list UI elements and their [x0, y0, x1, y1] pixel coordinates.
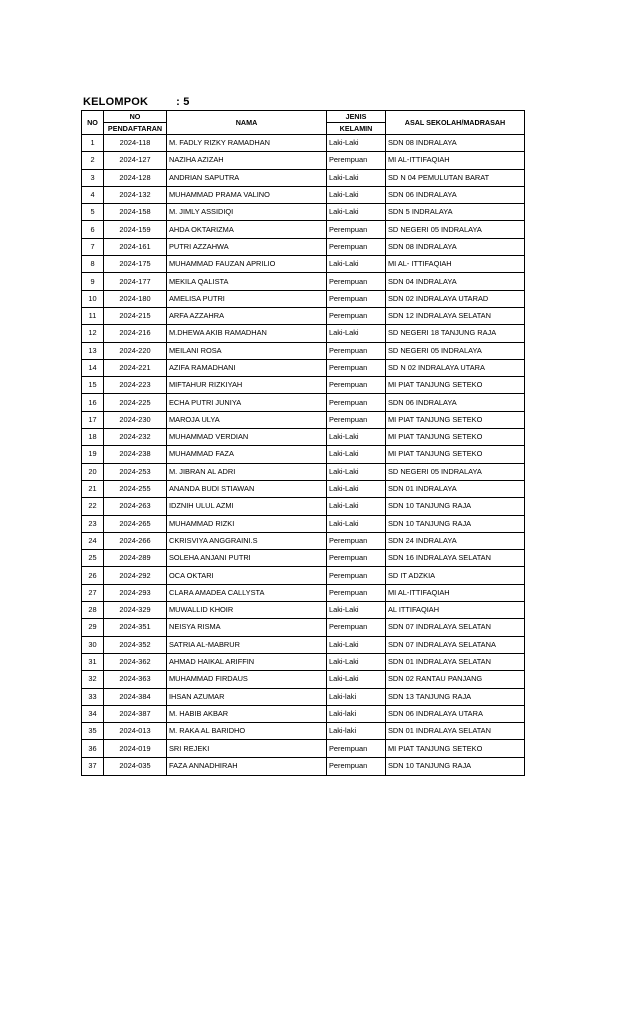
registration-number-cell: 2024-177	[104, 273, 167, 290]
student-name-cell: M. HABIB AKBAR	[167, 705, 327, 722]
table-body	[82, 135, 525, 776]
row-number-cell: 21	[82, 480, 104, 497]
table-row	[82, 238, 525, 255]
school-origin-cell: MI PIAT TANJUNG SETEKO	[386, 740, 525, 757]
student-name-cell: OCA OKTARI	[167, 567, 327, 584]
registration-number-cell: 2024-329	[104, 602, 167, 619]
table-row	[82, 515, 525, 532]
school-origin-cell: SDN 04 INDRALAYA	[386, 273, 525, 290]
student-name-cell: ECHA PUTRI JUNIYA	[167, 394, 327, 411]
registration-number-cell: 2024-013	[104, 723, 167, 740]
student-name-cell: M.DHEWA AKIB RAMADHAN	[167, 325, 327, 342]
school-origin-cell: SDN 16 INDRALAYA SELATAN	[386, 550, 525, 567]
gender-cell: Perempuan	[327, 377, 386, 394]
student-name-cell: M. JIMLY ASSIDIQI	[167, 204, 327, 221]
gender-cell: Laki-Laki	[327, 480, 386, 497]
registration-number-cell: 2024-230	[104, 411, 167, 428]
student-name-cell: MUHAMMAD FIRDAUS	[167, 671, 327, 688]
gender-cell: Laki-Laki	[327, 204, 386, 221]
table-row	[82, 411, 525, 428]
registration-number-cell: 2024-175	[104, 256, 167, 273]
registration-number-cell: 2024-266	[104, 532, 167, 549]
table-row	[82, 307, 525, 324]
registration-number-cell: 2024-215	[104, 307, 167, 324]
student-name-cell: AHMAD HAIKAL ARIFFIN	[167, 653, 327, 670]
gender-cell: Laki-Laki	[327, 325, 386, 342]
row-number-cell: 17	[82, 411, 104, 428]
group-label: KELOMPOK	[83, 96, 149, 108]
row-number-cell: 18	[82, 429, 104, 446]
registration-number-cell: 2024-128	[104, 169, 167, 186]
gender-cell: Perempuan	[327, 532, 386, 549]
row-number-cell: 36	[82, 740, 104, 757]
school-origin-cell: MI PIAT TANJUNG SETEKO	[386, 377, 525, 394]
table-row	[82, 446, 525, 463]
row-number-cell: 3	[82, 169, 104, 186]
header-registration-bottom: PENDAFTARAN	[104, 123, 167, 135]
student-name-cell: CLARA AMADEA CALLYSTA	[167, 584, 327, 601]
table-row	[82, 688, 525, 705]
registration-number-cell: 2024-289	[104, 550, 167, 567]
table-row	[82, 550, 525, 567]
registration-number-cell: 2024-352	[104, 636, 167, 653]
table-row	[82, 377, 525, 394]
school-origin-cell: SDN 5 INDRALAYA	[386, 204, 525, 221]
student-name-cell: MEILANI ROSA	[167, 342, 327, 359]
row-number-cell: 14	[82, 359, 104, 376]
school-origin-cell: MI PIAT TANJUNG SETEKO	[386, 446, 525, 463]
row-number-cell: 26	[82, 567, 104, 584]
row-number-cell: 27	[82, 584, 104, 601]
registration-number-cell: 2024-265	[104, 515, 167, 532]
gender-cell: Laki-laki	[327, 705, 386, 722]
student-name-cell: NEISYA RISMA	[167, 619, 327, 636]
row-number-cell: 22	[82, 498, 104, 515]
registration-number-cell: 2024-225	[104, 394, 167, 411]
school-origin-cell: SDN 07 INDRALAYA SELATANA	[386, 636, 525, 653]
table-row	[82, 342, 525, 359]
registration-number-cell: 2024-363	[104, 671, 167, 688]
table-row	[82, 619, 525, 636]
row-number-cell: 10	[82, 290, 104, 307]
school-origin-cell: SDN 01 INDRALAYA	[386, 480, 525, 497]
school-origin-cell: SDN 06 INDRALAYA UTARA	[386, 705, 525, 722]
student-name-cell: MUHAMMAD FAUZAN APRILIO	[167, 256, 327, 273]
gender-cell: Perempuan	[327, 221, 386, 238]
gender-cell: Laki-Laki	[327, 135, 386, 152]
gender-cell: Perempuan	[327, 567, 386, 584]
table-row	[82, 602, 525, 619]
gender-cell: Perempuan	[327, 307, 386, 324]
row-number-cell: 29	[82, 619, 104, 636]
school-origin-cell: SD NEGERI 05 INDRALAYA	[386, 221, 525, 238]
gender-cell: Laki-laki	[327, 723, 386, 740]
student-name-cell: MUHAMMAD PRAMA VALINO	[167, 186, 327, 203]
row-number-cell: 33	[82, 688, 104, 705]
table-row	[82, 723, 525, 740]
gender-cell: Laki-Laki	[327, 256, 386, 273]
registration-number-cell: 2024-238	[104, 446, 167, 463]
registration-number-cell: 2024-384	[104, 688, 167, 705]
row-number-cell: 1	[82, 135, 104, 152]
row-number-cell: 23	[82, 515, 104, 532]
registration-number-cell: 2024-255	[104, 480, 167, 497]
header-sex-top: JENIS	[327, 111, 386, 123]
student-name-cell: ARFA AZZAHRA	[167, 307, 327, 324]
school-origin-cell: SD IT ADZKIA	[386, 567, 525, 584]
gender-cell: Perempuan	[327, 290, 386, 307]
registration-number-cell: 2024-293	[104, 584, 167, 601]
registration-number-cell: 2024-118	[104, 135, 167, 152]
school-origin-cell: SDN 07 INDRALAYA SELATAN	[386, 619, 525, 636]
table-row	[82, 429, 525, 446]
registration-number-cell: 2024-263	[104, 498, 167, 515]
row-number-cell: 20	[82, 463, 104, 480]
table-row	[82, 394, 525, 411]
row-number-cell: 32	[82, 671, 104, 688]
gender-cell: Laki-Laki	[327, 653, 386, 670]
table-row	[82, 152, 525, 169]
registration-number-cell: 2024-387	[104, 705, 167, 722]
school-origin-cell: SDN 06 INDRALAYA	[386, 186, 525, 203]
header-name: NAMA	[167, 111, 327, 135]
student-name-cell: NAZIHA AZIZAH	[167, 152, 327, 169]
student-name-cell: M. RAKA AL BARIDHO	[167, 723, 327, 740]
row-number-cell: 24	[82, 532, 104, 549]
gender-cell: Perempuan	[327, 757, 386, 775]
gender-cell: Perempuan	[327, 238, 386, 255]
gender-cell: Laki-Laki	[327, 636, 386, 653]
registration-number-cell: 2024-132	[104, 186, 167, 203]
table-header	[82, 111, 525, 135]
student-name-cell: MUHAMMAD RIZKI	[167, 515, 327, 532]
student-name-cell: CKRISVIYA ANGGRAINI.S	[167, 532, 327, 549]
table-row	[82, 221, 525, 238]
gender-cell: Perempuan	[327, 619, 386, 636]
student-name-cell: AZIFA RAMADHANI	[167, 359, 327, 376]
student-name-cell: MUHAMMAD FAZA	[167, 446, 327, 463]
student-name-cell: IDZNIH ULUL AZMI	[167, 498, 327, 515]
row-number-cell: 6	[82, 221, 104, 238]
row-number-cell: 11	[82, 307, 104, 324]
gender-cell: Laki-Laki	[327, 446, 386, 463]
registration-number-cell: 2024-221	[104, 359, 167, 376]
row-number-cell: 28	[82, 602, 104, 619]
student-name-cell: M. FADLY RIZKY RAMADHAN	[167, 135, 327, 152]
registration-number-cell: 2024-158	[104, 204, 167, 221]
header-no: NO	[82, 111, 104, 135]
table-row	[82, 705, 525, 722]
gender-cell: Perempuan	[327, 342, 386, 359]
table-row	[82, 204, 525, 221]
gender-cell: Perempuan	[327, 359, 386, 376]
student-name-cell: MIFTAHUR RIZKIYAH	[167, 377, 327, 394]
row-number-cell: 12	[82, 325, 104, 342]
row-number-cell: 16	[82, 394, 104, 411]
student-name-cell: MUWALLID KHOIR	[167, 602, 327, 619]
group-title	[83, 96, 190, 108]
student-name-cell: MAROJA ULYA	[167, 411, 327, 428]
student-name-cell: ANDRIAN SAPUTRA	[167, 169, 327, 186]
registration-number-cell: 2024-253	[104, 463, 167, 480]
table-row	[82, 567, 525, 584]
header-registration-top: NO	[104, 111, 167, 123]
registration-number-cell: 2024-220	[104, 342, 167, 359]
registration-number-cell: 2024-127	[104, 152, 167, 169]
gender-cell: Laki-Laki	[327, 186, 386, 203]
school-origin-cell: SDN 02 INDRALAYA UTARAD	[386, 290, 525, 307]
school-origin-cell: SDN 13 TANJUNG RAJA	[386, 688, 525, 705]
row-number-cell: 2	[82, 152, 104, 169]
student-name-cell: SRI REJEKI	[167, 740, 327, 757]
gender-cell: Laki-Laki	[327, 671, 386, 688]
school-origin-cell: MI PIAT TANJUNG SETEKO	[386, 429, 525, 446]
gender-cell: Laki-Laki	[327, 463, 386, 480]
student-name-cell: M. JIBRAN AL ADRI	[167, 463, 327, 480]
student-name-cell: PUTRI AZZAHWA	[167, 238, 327, 255]
table-row	[82, 256, 525, 273]
student-name-cell: MUHAMMAD VERDIAN	[167, 429, 327, 446]
school-origin-cell: SD NEGERI 05 INDRALAYA	[386, 342, 525, 359]
gender-cell: Laki-Laki	[327, 429, 386, 446]
gender-cell: Perempuan	[327, 411, 386, 428]
table-row	[82, 169, 525, 186]
school-origin-cell: MI PIAT TANJUNG SETEKO	[386, 411, 525, 428]
row-number-cell: 25	[82, 550, 104, 567]
table-row	[82, 498, 525, 515]
row-number-cell: 19	[82, 446, 104, 463]
student-name-cell: FAZA ANNADHIRAH	[167, 757, 327, 775]
table-row	[82, 740, 525, 757]
registration-number-cell: 2024-216	[104, 325, 167, 342]
table-row	[82, 186, 525, 203]
row-number-cell: 30	[82, 636, 104, 653]
gender-cell: Perempuan	[327, 152, 386, 169]
school-origin-cell: SDN 02 RANTAU PANJANG	[386, 671, 525, 688]
school-origin-cell: SD N 02 INDRALAYA UTARA	[386, 359, 525, 376]
table-row	[82, 135, 525, 152]
registration-number-cell: 2024-232	[104, 429, 167, 446]
gender-cell: Perempuan	[327, 273, 386, 290]
table-row	[82, 584, 525, 601]
school-origin-cell: SD N 04 PEMULUTAN BARAT	[386, 169, 525, 186]
gender-cell: Perempuan	[327, 584, 386, 601]
registration-number-cell: 2024-180	[104, 290, 167, 307]
row-number-cell: 8	[82, 256, 104, 273]
student-name-cell: ANANDA BUDI STIAWAN	[167, 480, 327, 497]
student-name-cell: AHDA OKTARIZMA	[167, 221, 327, 238]
student-name-cell: AMELISA PUTRI	[167, 290, 327, 307]
student-name-cell: MEKILA QALISTA	[167, 273, 327, 290]
header-sex-bottom: KELAMIN	[327, 123, 386, 135]
student-name-cell: SOLEHA ANJANI PUTRI	[167, 550, 327, 567]
school-origin-cell: SDN 01 INDRALAYA SELATAN	[386, 723, 525, 740]
gender-cell: Laki-Laki	[327, 169, 386, 186]
registration-number-cell: 2024-351	[104, 619, 167, 636]
school-origin-cell: SDN 10 TANJUNG RAJA	[386, 757, 525, 775]
table-row	[82, 290, 525, 307]
gender-cell: Laki-laki	[327, 688, 386, 705]
gender-cell: Perempuan	[327, 550, 386, 567]
student-name-cell: SATRIA AL-MABRUR	[167, 636, 327, 653]
school-origin-cell: SDN 06 INDRALAYA	[386, 394, 525, 411]
school-origin-cell: SDN 08 INDRALAYA	[386, 135, 525, 152]
row-number-cell: 35	[82, 723, 104, 740]
registration-number-cell: 2024-362	[104, 653, 167, 670]
school-origin-cell: SD NEGERI 18 TANJUNG RAJA	[386, 325, 525, 342]
school-origin-cell: SDN 10 TANJUNG RAJA	[386, 498, 525, 515]
table-row	[82, 671, 525, 688]
row-number-cell: 15	[82, 377, 104, 394]
row-number-cell: 7	[82, 238, 104, 255]
group-number: : 5	[176, 96, 190, 108]
registration-number-cell: 2024-161	[104, 238, 167, 255]
table-row	[82, 359, 525, 376]
school-origin-cell: SDN 01 INDRALAYA SELATAN	[386, 653, 525, 670]
school-origin-cell: MI AL- ITTIFAQIAH	[386, 256, 525, 273]
table-row	[82, 480, 525, 497]
school-origin-cell: MI AL-ITTIFAQIAH	[386, 152, 525, 169]
row-number-cell: 34	[82, 705, 104, 722]
school-origin-cell: MI AL-ITTIFAQIAH	[386, 584, 525, 601]
row-number-cell: 37	[82, 757, 104, 775]
row-number-cell: 31	[82, 653, 104, 670]
row-number-cell: 5	[82, 204, 104, 221]
row-number-cell: 9	[82, 273, 104, 290]
table-row	[82, 325, 525, 342]
row-number-cell: 13	[82, 342, 104, 359]
gender-cell: Perempuan	[327, 740, 386, 757]
gender-cell: Laki-Laki	[327, 602, 386, 619]
registration-number-cell: 2024-159	[104, 221, 167, 238]
table-row	[82, 463, 525, 480]
school-origin-cell: AL ITTIFAQIAH	[386, 602, 525, 619]
school-origin-cell: SDN 08 INDRALAYA	[386, 238, 525, 255]
school-origin-cell: SD NEGERI 05 INDRALAYA	[386, 463, 525, 480]
registration-number-cell: 2024-292	[104, 567, 167, 584]
gender-cell: Laki-Laki	[327, 515, 386, 532]
table-row	[82, 532, 525, 549]
registration-number-cell: 2024-223	[104, 377, 167, 394]
gender-cell: Laki-Laki	[327, 498, 386, 515]
student-name-cell: IHSAN AZUMAR	[167, 688, 327, 705]
school-origin-cell: SDN 24 INDRALAYA	[386, 532, 525, 549]
table-row	[82, 757, 525, 775]
table-row	[82, 636, 525, 653]
registration-number-cell: 2024-035	[104, 757, 167, 775]
row-number-cell: 4	[82, 186, 104, 203]
gender-cell: Perempuan	[327, 394, 386, 411]
school-origin-cell: SDN 12 INDRALAYA SELATAN	[386, 307, 525, 324]
table-row	[82, 273, 525, 290]
header-school: ASAL SEKOLAH/MADRASAH	[386, 111, 525, 135]
registration-number-cell: 2024-019	[104, 740, 167, 757]
participant-table	[81, 110, 525, 776]
table-row	[82, 653, 525, 670]
school-origin-cell: SDN 10 TANJUNG RAJA	[386, 515, 525, 532]
